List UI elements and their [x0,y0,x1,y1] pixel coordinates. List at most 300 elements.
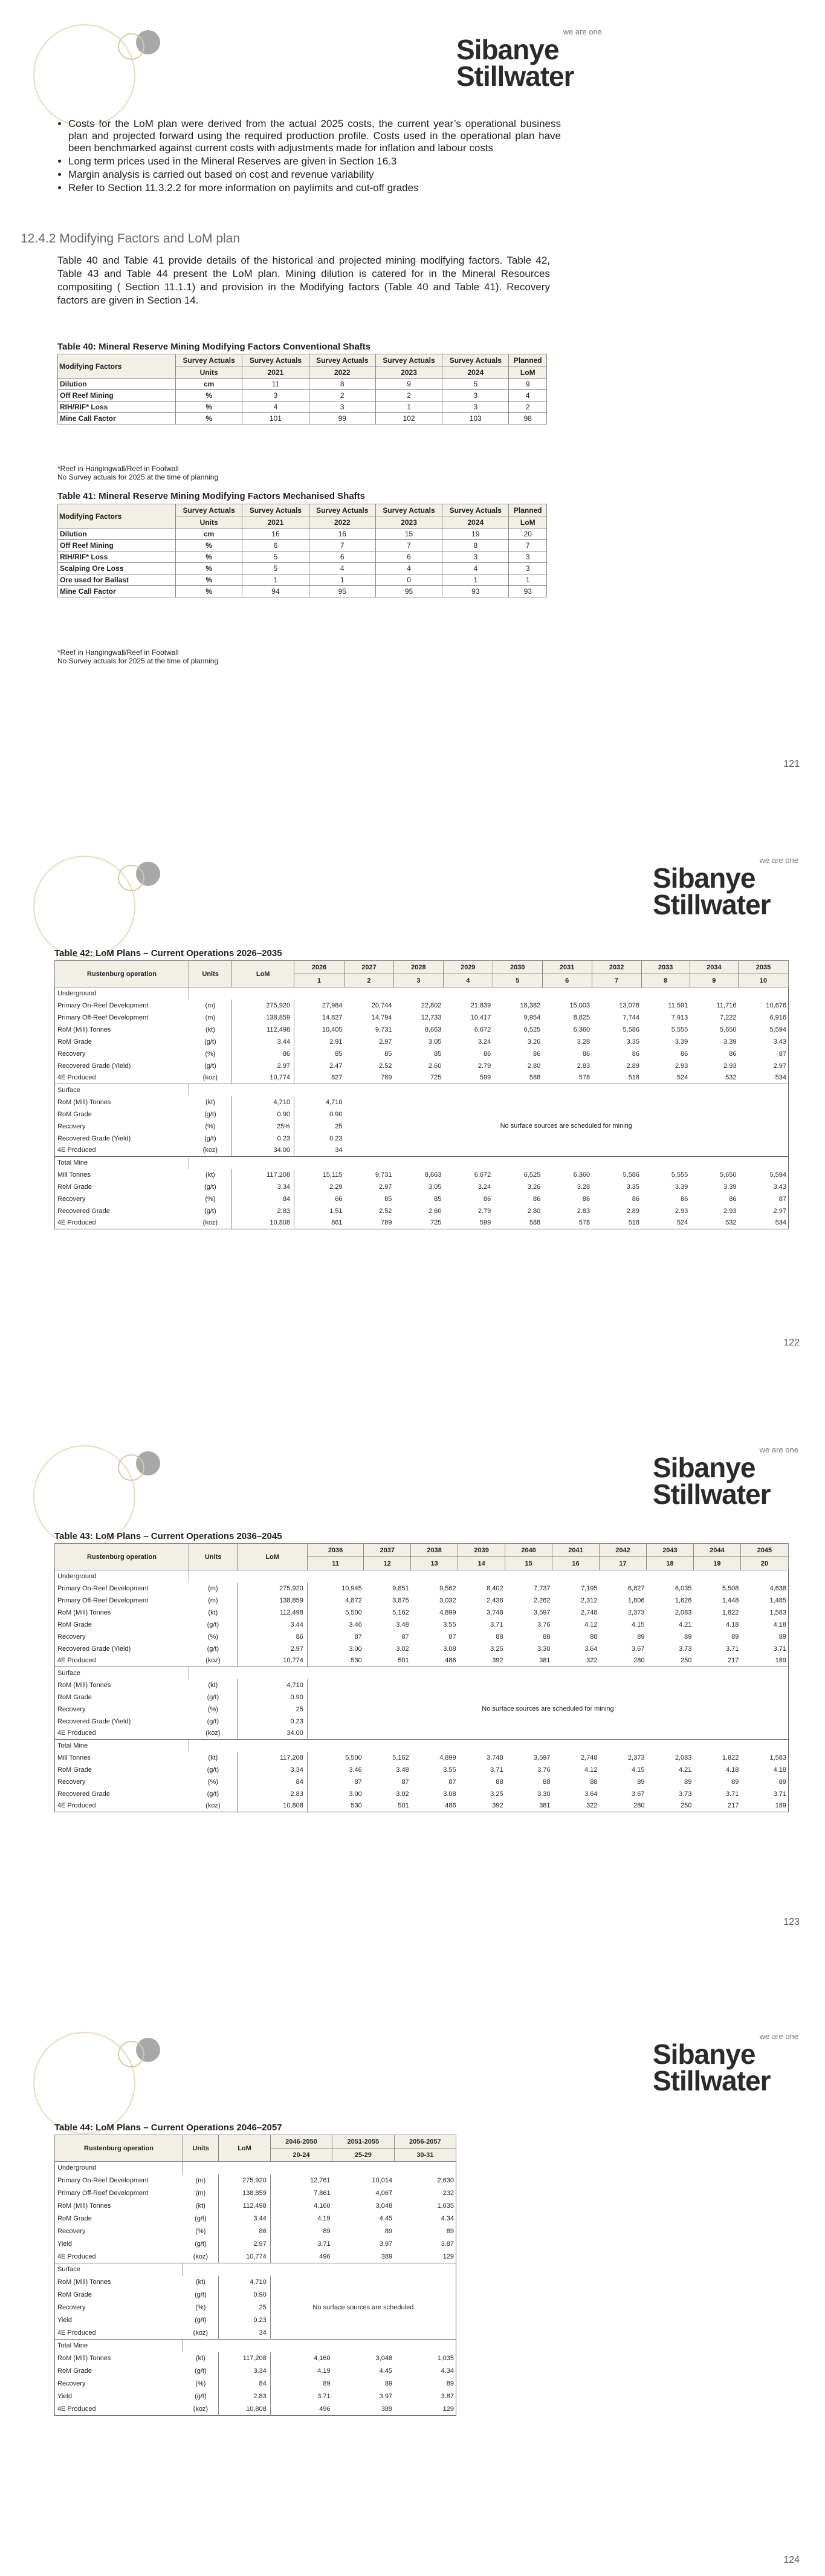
cell-value: 3 [309,402,375,413]
cell-value: 3.87 [441,2393,454,2400]
cell-value: 3.55 [443,1621,456,1628]
cell-value: 6,525 [523,1171,541,1179]
cell-value: 3.76 [537,1766,551,1774]
cell-value: 101 [242,413,309,424]
section-spacer [189,1084,789,1096]
cell-value: 2.97 [773,1207,786,1215]
cell-value: 5,650 [719,1171,737,1179]
cell-value: 85 [434,1195,442,1203]
cell-value: 87 [401,1633,409,1641]
col-year: 2051-2055 [332,2135,394,2148]
cell-value: 532 [725,1219,737,1227]
cell-value: 3.48 [396,1621,409,1628]
row-unit: % [176,402,242,413]
table-row [55,2352,456,2365]
row-label: Recovered Grade (Yield) [57,1062,131,1070]
table-row [55,1582,789,1595]
cell-lom: 138,859 [238,1595,308,1607]
table-row [55,1217,789,1229]
row-label: Yield [57,2317,73,2324]
table-row [58,563,547,574]
cell-value: 4.12 [584,1621,598,1628]
cell-value: 2 [375,390,442,402]
col-year: 2056-2057 [394,2135,456,2148]
cell-value: 3.00 [307,1643,363,1655]
cell-value: 27,984 [294,1000,345,1012]
table-41-footnotes [57,648,218,665]
cell-value: 6,672 [474,1026,491,1033]
surface-note: No surface sources are scheduled for mining [500,1122,632,1130]
cell-value: 87 [448,1633,456,1641]
row-unit: (g/t) [204,1062,216,1070]
cell-lom: 34.00 [238,1728,308,1740]
cell-value: 1,448 [722,1596,739,1604]
table-row [55,1096,789,1108]
cell-lom: 10,774 [238,1655,308,1667]
col-year-index: 15 [505,1557,552,1570]
cell-value: 87 [307,1631,363,1643]
logo-word-2: Stillwater [653,889,771,920]
cell-value: 2,083 [675,1608,692,1616]
logo-word-2: Stillwater [456,60,574,92]
cell-value: 1,806 [627,1596,645,1604]
cell-value: 1 [442,574,509,586]
page-123 [0,1415,825,2014]
section-spacer [189,987,789,1000]
cell-value: 861 [294,1217,345,1229]
cell-value: 2.47 [294,1060,345,1072]
row-label: Primary On-Reef Development [57,1584,149,1592]
section-name: Surface [55,1084,189,1096]
row-unit: (g/t) [204,1183,216,1191]
cell-value: 3.71 [725,1790,739,1798]
cell-lom: 138,859 [219,2187,270,2200]
row-unit: (koz) [193,2252,209,2260]
cell-value: 3.71 [270,2238,332,2251]
cell-value: 2,748 [580,1754,598,1761]
section-name: Underground [55,2162,183,2174]
cell-lom: 2.97 [232,1060,294,1072]
col-year: 2030 [493,961,542,974]
cell-value: 534 [775,1219,786,1227]
row-unit: (g/t) [204,1038,216,1046]
row-label: RIH/RIF* Loss [58,402,176,413]
cell-value: 0 [375,574,442,586]
cell-value: 3.05 [428,1183,442,1191]
cell-value: 3.35 [626,1038,640,1046]
row-label: RoM Grade [57,1766,92,1774]
cell-lom: 86 [238,1631,308,1643]
company-logo [653,2032,801,2116]
table-row [55,2187,456,2200]
cell-value: 12,733 [421,1013,442,1021]
row-unit: cm [176,529,242,540]
row-label: Primary Off-Reef Development [57,2190,149,2197]
col-planned: Planned [509,354,547,366]
cell-lom: 3.44 [238,1619,308,1631]
cell-value: 4.18 [725,1621,739,1628]
cell-value: 3.97 [379,2393,393,2400]
cell-value: 725 [430,1074,442,1082]
col-year-index: 19 [693,1557,740,1570]
cell-value: 518 [628,1074,640,1082]
cell-value: 87 [307,1776,363,1788]
logo-word-2: Stillwater [653,2065,771,2096]
col-year: 2038 [411,1544,458,1557]
cell-lom: 93 [509,586,547,597]
cell-lom: 34.00 [232,1145,294,1157]
cell-value: 3.48 [396,1766,409,1774]
cell-lom: 98 [509,413,547,424]
row-unit: (g/t) [195,2215,207,2222]
row-unit: (koz) [205,1657,221,1665]
cell-value: 1,035 [437,2202,454,2210]
cell-lom: 0.90 [219,2289,270,2301]
cell-value: 89 [637,1778,645,1786]
cell-value: 9,731 [375,1171,392,1179]
cell-value: 3,875 [392,1596,409,1604]
table-row [55,1024,789,1036]
cell-lom: 4,710 [238,1679,308,1691]
cell-value: 2.93 [723,1207,737,1215]
col-units: Units [189,1544,238,1570]
cell-value: 4,067 [375,2190,393,2197]
cell-value: 4.18 [773,1621,786,1628]
row-label: Dilution [58,379,176,390]
row-label: RoM (Mill) Tonnes [57,2278,111,2286]
row-label: Recovery [57,1778,86,1786]
table-row [58,402,547,413]
cell-lom: 25% [232,1120,294,1133]
cell-value: 89 [270,2378,332,2390]
cell-value: 4,899 [439,1754,456,1761]
cell-value: 6 [309,551,375,563]
cell-value: 89 [446,2228,454,2235]
section-spacer [189,1740,789,1752]
cell-value: 3,597 [534,1754,551,1761]
col-year-index: 30-31 [394,2148,456,2162]
row-unit: (g/t) [204,1110,216,1118]
col-survey-actuals: Survey Actuals [442,504,509,516]
cell-value: 3,597 [534,1608,551,1616]
cell-value: 89 [384,2228,393,2235]
cell-lom: 3.44 [219,2213,270,2225]
section-heading: 12.4.2 Modifying Factors and LoM plan [21,232,241,246]
cell-value: 7,861 [270,2187,332,2200]
cell-value: 2.80 [527,1207,541,1215]
cell-value: 7,913 [671,1013,688,1021]
cell-value: 3.25 [490,1645,503,1653]
cell-value: 2.52 [379,1207,392,1215]
cell-value: 3.71 [490,1766,503,1774]
cell-value: 3.00 [307,1788,363,1800]
cell-value: 534 [775,1074,786,1082]
cell-value: 5,594 [769,1171,786,1179]
row-unit: (kt) [195,2355,205,2362]
cell-value: 532 [725,1074,737,1082]
cell-value: 3.43 [773,1183,786,1191]
row-label: 4E Produced [57,2252,96,2260]
row-label: Recovery [57,1195,86,1203]
cell-value: 2.89 [626,1207,640,1215]
cell-value: 85 [384,1050,392,1058]
section-spacer [189,1157,789,1169]
row-label: Primary On-Reef Development [57,2177,149,2184]
cell-value: 3.73 [678,1790,692,1798]
col-lom: LoM [509,516,547,529]
table-row [55,2238,456,2251]
cell-value: 4,638 [769,1584,786,1592]
cell-value: 389 [381,2252,393,2260]
row-unit: (m) [208,1584,218,1592]
footnote-line: *Reef in Hangingwall/Reef in Footwall [57,464,179,473]
row-unit: (koz) [205,1729,221,1737]
cell-value: 3.26 [527,1038,541,1046]
cell-value: 86 [484,1050,491,1058]
cell-value: 518 [628,1219,640,1227]
row-unit: (kt) [195,2202,205,2210]
logo-word-1: Sibanye [653,862,755,894]
cell-value: 501 [398,1802,409,1810]
cell-value: 7,222 [719,1013,737,1021]
row-unit: (%) [195,2304,206,2311]
cell-value: 16 [242,529,309,540]
section-name: Surface [55,2263,183,2276]
col-year: 2023 [375,366,442,379]
row-unit: (g/t) [207,1766,219,1774]
cell-value: 2.91 [294,1036,345,1048]
cell-lom: 10,808 [219,2403,270,2416]
cell-value: 18,382 [520,1001,541,1009]
cell-value: 3.08 [443,1645,456,1653]
table-row [55,1800,789,1812]
cell-value: 322 [586,1802,598,1810]
cell-value: 2.79 [477,1207,491,1215]
cell-value: 3.39 [675,1183,688,1191]
cell-value: 6 [375,551,442,563]
cell-value: 232 [442,2190,454,2197]
row-label: RoM Grade [57,1621,92,1628]
cell-value: 530 [307,1655,363,1667]
cell-lom: 4,710 [219,2276,270,2289]
cell-value: 88 [496,1778,503,1786]
cell-value: 11 [242,379,309,390]
cell-lom: 117,208 [232,1169,294,1181]
row-unit: (g/t) [195,2367,207,2375]
row-label: Recovered Grade (Yield) [57,1645,131,1653]
cell-value: 1,035 [437,2355,454,2362]
cell-value: 4.34 [441,2215,454,2222]
row-unit: (g/t) [195,2291,207,2298]
cell-value: 4.34 [441,2367,454,2375]
cell-value: 599 [479,1074,491,1082]
cell-value: 102 [375,413,442,424]
cell-value: 3.39 [723,1038,737,1046]
cell-value: 189 [775,1802,786,1810]
section-spacer [189,1667,789,1679]
table-row [55,1012,789,1024]
col-survey-actuals: Survey Actuals [375,504,442,516]
cell-value: 8,402 [487,1584,503,1592]
cell-value: 6,360 [573,1026,590,1033]
cell-lom: 86 [219,2225,270,2238]
col-survey-actuals: Survey Actuals [176,354,242,366]
cell-value: 2.29 [294,1181,345,1193]
cell-lom: 117,208 [238,1752,308,1764]
row-label: Yield [57,2393,73,2400]
row-unit: (g/t) [195,2317,207,2324]
cell-value: 89 [778,1633,786,1641]
cell-value: 5 [442,379,509,390]
col-year: 2036 [307,1544,363,1557]
cell-value: 2.60 [428,1207,442,1215]
cell-value: 2.83 [577,1062,590,1070]
section-spacer [189,1570,789,1582]
col-year: 2031 [542,961,592,974]
surface-note: No surface sources are scheduled for mining [307,1679,788,1740]
cell-value: 10,014 [372,2177,393,2184]
table-43 [54,1543,789,1812]
row-label: 4E Produced [57,1219,96,1227]
cell-value: 9,954 [523,1013,541,1021]
cell-value: 10,417 [470,1013,491,1021]
cell-lom: 4 [509,390,547,402]
cell-value: 2.80 [527,1062,541,1070]
col-year: 2033 [641,961,690,974]
row-label: Off Reef Mining [58,390,176,402]
cell-value: 4 [442,563,509,574]
cell-lom: 4,710 [232,1096,294,1108]
table-row [55,2174,456,2187]
row-label: RoM (Mill) Tonnes [57,1026,111,1033]
col-year-index: 11 [307,1557,363,1570]
table-row [55,2390,456,2403]
row-label: Primary Off-Reef Development [57,1596,149,1604]
company-logo [653,1445,801,1530]
table-40-title: Table 40: Mineral Reserve Mining Modifying Factors Conventional Shafts [57,342,371,352]
cell-lom: 86 [232,1048,294,1060]
row-label: 4E Produced [57,1802,96,1810]
cell-value: 3,048 [375,2355,393,2362]
cell-value: 15,115 [294,1169,345,1181]
cell-value: 86 [484,1195,491,1203]
table-row [55,1631,789,1643]
row-label: RoM Grade [57,2215,92,2222]
cell-value: 3.39 [675,1038,688,1046]
row-unit: (%) [205,1050,216,1058]
cell-value: 5 [242,551,309,563]
cell-value: 2.93 [723,1062,737,1070]
surface-note: No surface sources are scheduled [270,2276,456,2340]
cell-value: 2.97 [379,1038,392,1046]
bullet-list [57,118,561,195]
row-label: Dilution [58,529,176,540]
cell-value: 4.19 [270,2213,332,2225]
cell-value: 7,195 [580,1584,598,1592]
cell-lom: 3 [509,551,547,563]
table-row [55,1752,789,1764]
cell-value: 99 [309,413,375,424]
row-label: Mine Call Factor [58,586,176,597]
cell-lom: 84 [232,1193,294,1205]
cell-value: 0.23 [294,1133,345,1145]
section-spacer [183,2340,456,2352]
cell-value: 3.24 [477,1038,491,1046]
col-year: 2032 [592,961,641,974]
cell-value: 3 [442,402,509,413]
section-header-row [55,2263,456,2276]
cell-value: 9,731 [375,1026,392,1033]
cell-value: 3.39 [723,1183,737,1191]
cell-value: 87 [448,1778,456,1786]
col-lom: LoM [238,1544,308,1570]
cell-value: 10,676 [766,1001,786,1009]
cell-value: 89 [270,2225,332,2238]
row-label: Recovery [57,2228,86,2235]
cell-value: 250 [681,1802,692,1810]
col-year: 2021 [242,366,309,379]
cell-value: 5,500 [307,1607,363,1619]
cell-value: 588 [529,1074,541,1082]
cell-value: 280 [633,1802,645,1810]
cell-value: 6,525 [523,1026,541,1033]
section-name: Total Mine [55,1740,189,1752]
row-unit: (kt) [205,1098,215,1106]
cell-value: 3.64 [584,1645,598,1653]
row-unit: (g/t) [204,1134,216,1142]
table-row [58,529,547,540]
col-factor: Modifying Factors [58,354,176,379]
cell-value: 3,048 [375,2202,393,2210]
cell-value: 4.15 [632,1766,645,1774]
row-label: RoM (Mill) Tonnes [57,2355,111,2362]
cell-value: 524 [676,1074,688,1082]
col-survey-actuals: Survey Actuals [242,504,309,516]
cell-lom: 2.83 [232,1205,294,1217]
row-unit: (g/t) [207,1790,219,1798]
cell-value: 89 [384,2380,393,2387]
cell-value: 21,839 [470,1001,491,1009]
cell-value: 94 [242,586,309,597]
col-survey-actuals: Survey Actuals [242,354,309,366]
cell-value: 2,630 [437,2177,454,2184]
cell-value: 2,083 [675,1754,692,1761]
cell-lom: 9 [509,379,547,390]
cell-value: 3.25 [490,1790,503,1798]
table-row [55,2365,456,2378]
cell-value: 280 [633,1657,645,1665]
row-label: RIH/RIF* Loss [58,551,176,563]
cell-lom: 3 [509,563,547,574]
cell-value: 2,373 [627,1608,645,1616]
row-unit: (kt) [208,1681,218,1689]
footnote-line: No Survey actuals for 2025 at the time of planning [57,473,219,481]
row-unit: (%) [207,1633,218,1641]
row-label: Mine Call Factor [58,413,176,424]
cell-value: 7 [309,540,375,551]
row-label: RoM Grade [57,2367,92,2375]
section-spacer [183,2162,456,2174]
cell-value: 4.15 [632,1621,645,1628]
cell-value: 2,436 [487,1596,503,1604]
cell-value: 2.97 [773,1062,786,1070]
col-year: 2023 [375,516,442,529]
cell-value: 6,916 [769,1013,786,1021]
col-year: 2024 [442,366,509,379]
row-label: Mill Tonnes [57,1171,91,1179]
cell-value: 5,500 [307,1752,363,1764]
cell-value: 5,586 [623,1026,640,1033]
